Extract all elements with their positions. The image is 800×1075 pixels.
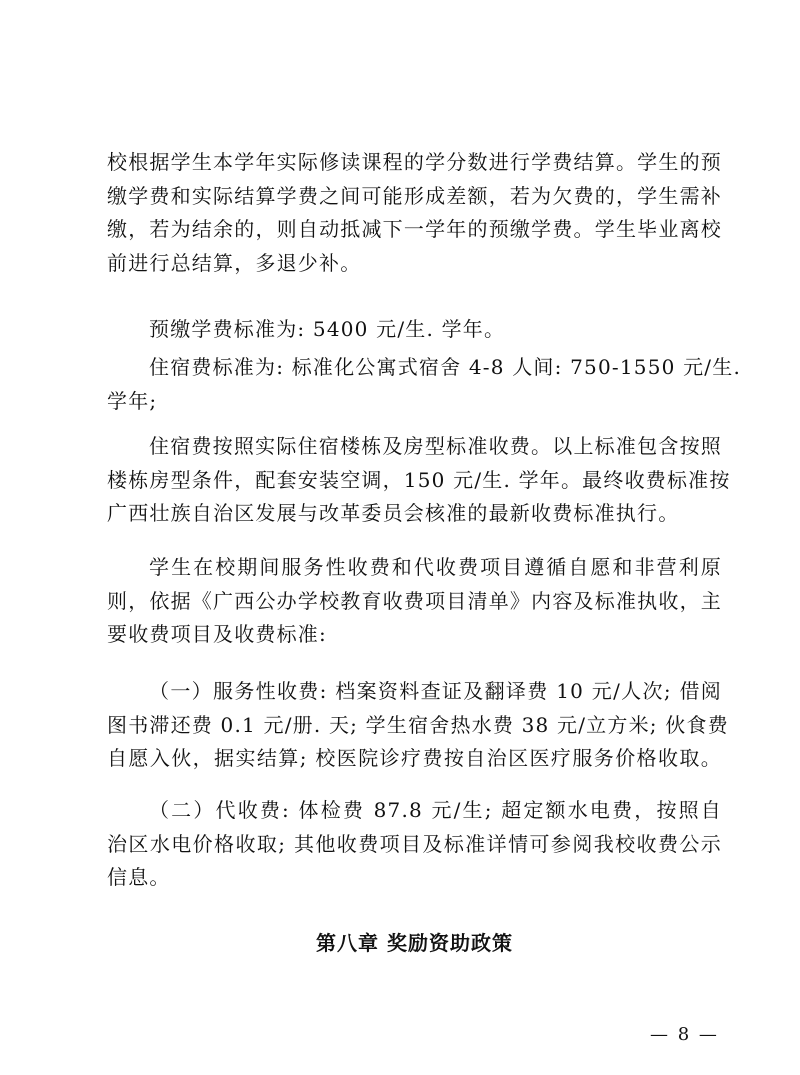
page-number: — 8 — — [650, 1024, 719, 1045]
text-line: 楼栋房型条件，配套安装空调，150 元/生. 学年。最终收费标准按 — [107, 467, 731, 492]
text-line: 学年; — [107, 388, 158, 413]
text-line: 信息。 — [107, 865, 171, 889]
text-line: 预缴学费标准为: 5400 元/生. 学年。 — [149, 317, 506, 341]
text-line: 图书滞还费 0.1 元/册. 天; 学生宿舍热水费 38 元/立方米; 伙食费 — [107, 712, 729, 737]
text-line: （二）代收费: 体检费 87.8 元/生; 超定额水电费，按照自 — [149, 798, 722, 822]
paragraph-service-fees-intro — [107, 551, 722, 652]
text-line: 住宿费标准为: 标准化公寓式宿舍 4-8 人间: 750-1550 元/生. — [149, 355, 741, 379]
text-line: 广西壮族自治区发展与改革委员会核准的最新收费标准执行。 — [107, 501, 680, 525]
chapter-heading: 第八章 奖励资助政策 — [316, 931, 513, 955]
text-line: 要收费项目及收费标准: — [107, 622, 327, 646]
text-line: 自愿入伙，据实结算; 校医院诊疗费按自治区医疗服务价格收取。 — [107, 746, 722, 770]
paragraph-prepaid-tuition-standard — [107, 313, 722, 347]
paragraph-accommodation-details — [107, 430, 731, 531]
text-line: 缴，若为结余的，则自动抵减下一学年的预缴学费。学生毕业离校 — [107, 217, 722, 241]
text-line: 治区水电价格收取; 其他收费项目及标准详情可参阅我校收费公示 — [107, 831, 722, 856]
text-line: 则，依据《广西公办学校教育收费项目清单》内容及标准执收，主 — [107, 588, 722, 613]
text-line: 住宿费按照实际住宿楼栋及房型标准收费。以上标准包含按照 — [149, 434, 722, 458]
paragraph-service-fees — [107, 675, 729, 776]
text-line: 校根据学生本学年实际修读课程的学分数进行学费结算。学生的预 — [107, 150, 722, 174]
text-line: 学生在校期间服务性收费和代收费项目遵循自愿和非营利原 — [149, 555, 722, 579]
text-line: 前进行总结算，多退少补。 — [107, 250, 362, 275]
paragraph-tuition-settlement — [107, 146, 722, 280]
text-line: 缴学费和实际结算学费之间可能形成差额，若为欠费的，学生需补 — [107, 183, 722, 208]
paragraph-collection-fees — [107, 794, 722, 895]
paragraph-accommodation-standard — [107, 351, 741, 418]
text-line: （一）服务性收费: 档案资料查证及翻译费 10 元/人次; 借阅 — [149, 679, 722, 703]
